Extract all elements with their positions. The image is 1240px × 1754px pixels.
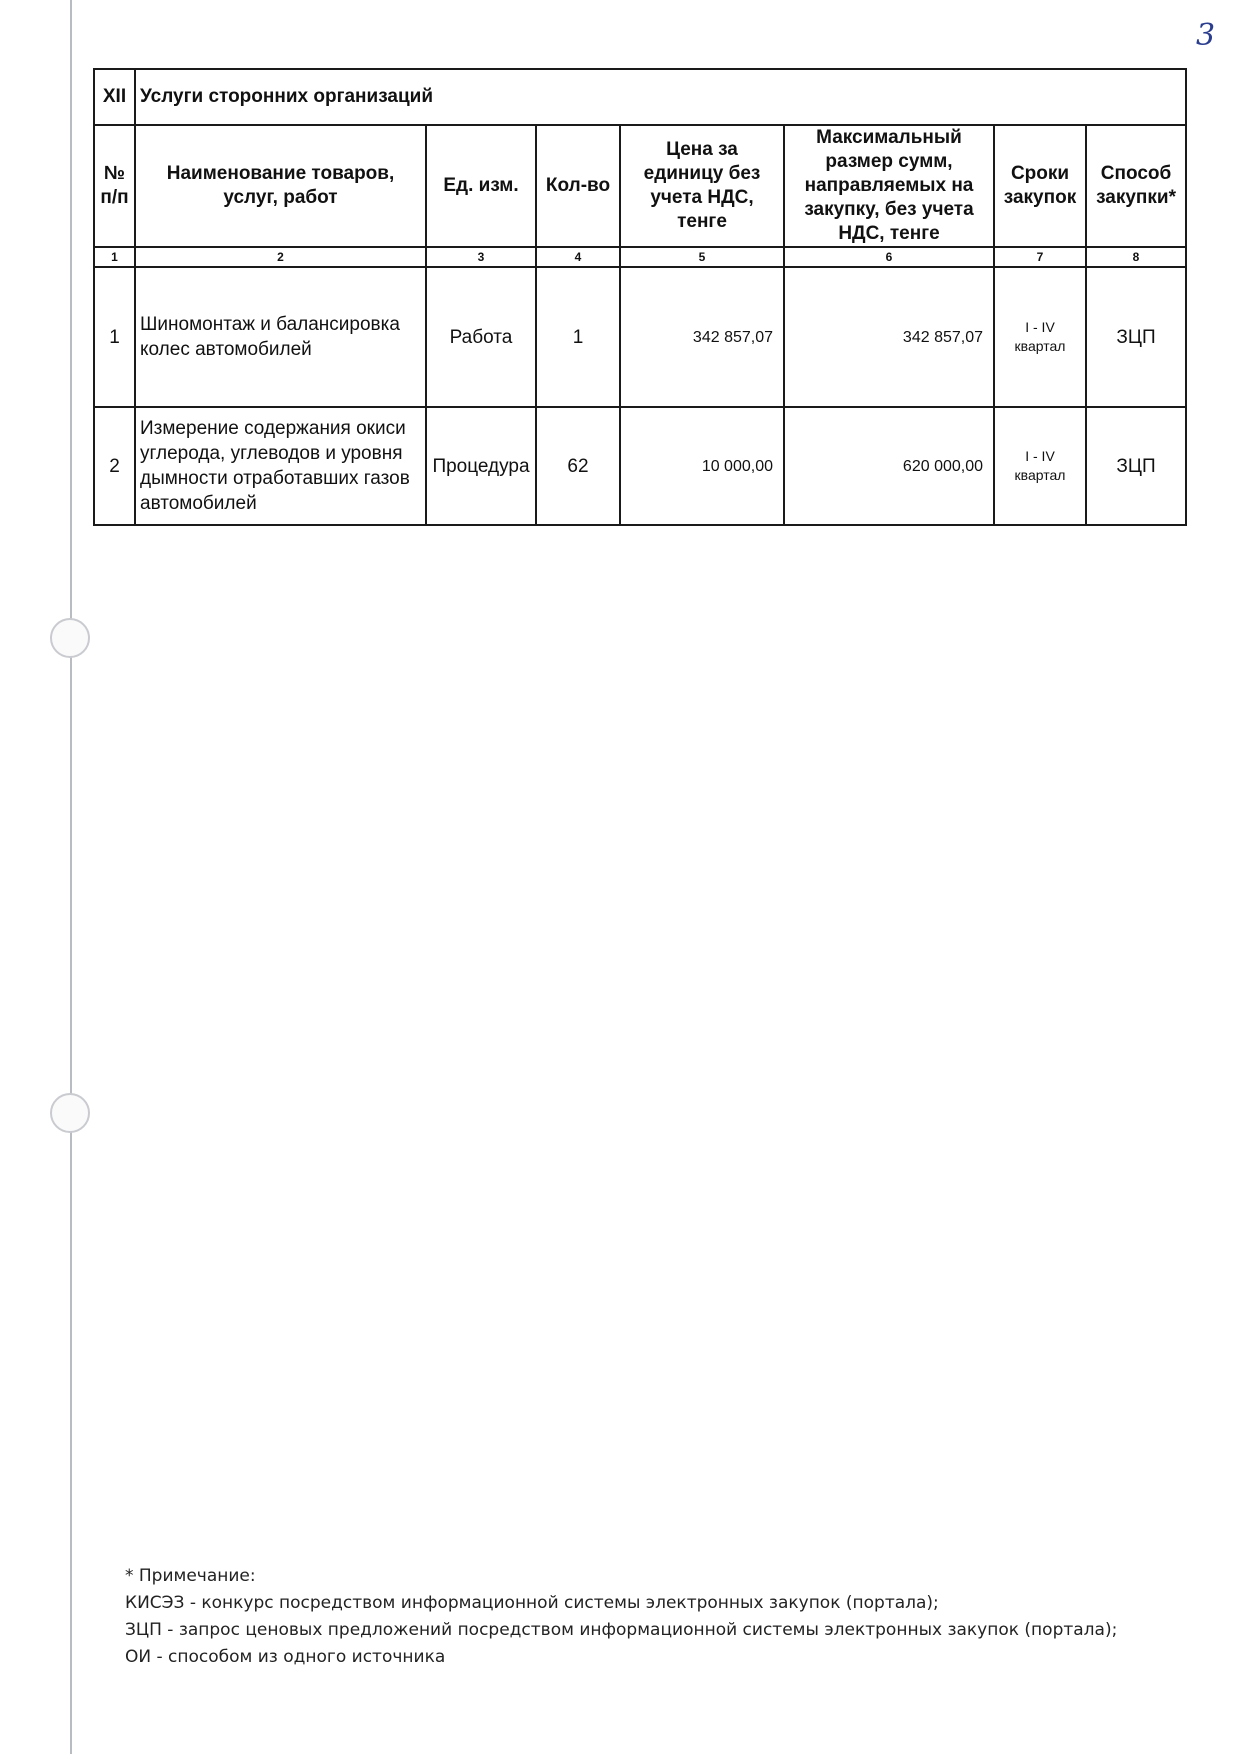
row-name: Измерение содержания окиси углерода, углеводов и уровня дымности отработавших газов автомобилей: [135, 407, 426, 525]
row-index: 1: [94, 267, 135, 407]
row-unit: Процедура: [426, 407, 536, 525]
section-title: Услуги сторонних организаций: [135, 69, 1186, 125]
row-price: 342 857,07: [620, 267, 784, 407]
column-number: 8: [1086, 247, 1186, 267]
section-row: [94, 69, 1186, 125]
row-qty: 1: [536, 267, 620, 407]
row-method: ЗЦП: [1086, 267, 1186, 407]
header-cell-qty: Кол-во: [536, 125, 620, 247]
procurement-table: [93, 68, 1187, 526]
column-number: 5: [620, 247, 784, 267]
footnote-title: * Примечание:: [125, 1566, 256, 1586]
header-cell-price: Цена за единицу без учета НДС, тенге: [620, 125, 784, 247]
footnote-line: ОИ - способом из одного источника: [125, 1647, 446, 1667]
column-number: 1: [94, 247, 135, 267]
row-method: ЗЦП: [1086, 407, 1186, 525]
row-unit: Работа: [426, 267, 536, 407]
header-cell-period: Сроки закупок: [994, 125, 1086, 247]
section-number: XII: [94, 69, 135, 125]
column-number: 7: [994, 247, 1086, 267]
column-number-row: [94, 247, 1186, 267]
header-row: [94, 125, 1186, 247]
header-cell-index: № п/п: [94, 125, 135, 247]
punch-hole-icon: [50, 618, 90, 658]
row-total: 620 000,00: [784, 407, 994, 525]
row-period: I - IV квартал: [994, 407, 1086, 525]
handwritten-page-number: 3: [1196, 18, 1216, 53]
footnote-line: ЗЦП - запрос ценовых предложений посредством информационной системы электронных закупок (портала);: [125, 1620, 1118, 1640]
header-cell-unit: Ед. изм.: [426, 125, 536, 247]
column-number: 6: [784, 247, 994, 267]
row-name: Шиномонтаж и балансировка колес автомобилей: [135, 267, 426, 407]
footnote-line: КИСЭЗ - конкурс посредством информационной системы электронных закупок (портала);: [125, 1593, 939, 1613]
row-index: 2: [94, 407, 135, 525]
column-number: 3: [426, 247, 536, 267]
row-qty: 62: [536, 407, 620, 525]
punch-hole-icon: [50, 1093, 90, 1133]
column-number: 2: [135, 247, 426, 267]
table-row: [94, 267, 1186, 407]
row-price: 10 000,00: [620, 407, 784, 525]
column-number: 4: [536, 247, 620, 267]
header-cell-total: Максимальный размер сумм, направляемых на закупку, без учета НДС, тенге: [784, 125, 994, 247]
header-cell-name: Наименование товаров, услуг, работ: [135, 125, 426, 247]
binding-margin-line: [70, 0, 72, 1754]
header-cell-method: Способ закупки*: [1086, 125, 1186, 247]
row-total: 342 857,07: [784, 267, 994, 407]
row-period: I - IV квартал: [994, 267, 1086, 407]
table-row: [94, 407, 1186, 525]
footnote: [125, 1563, 1117, 1671]
